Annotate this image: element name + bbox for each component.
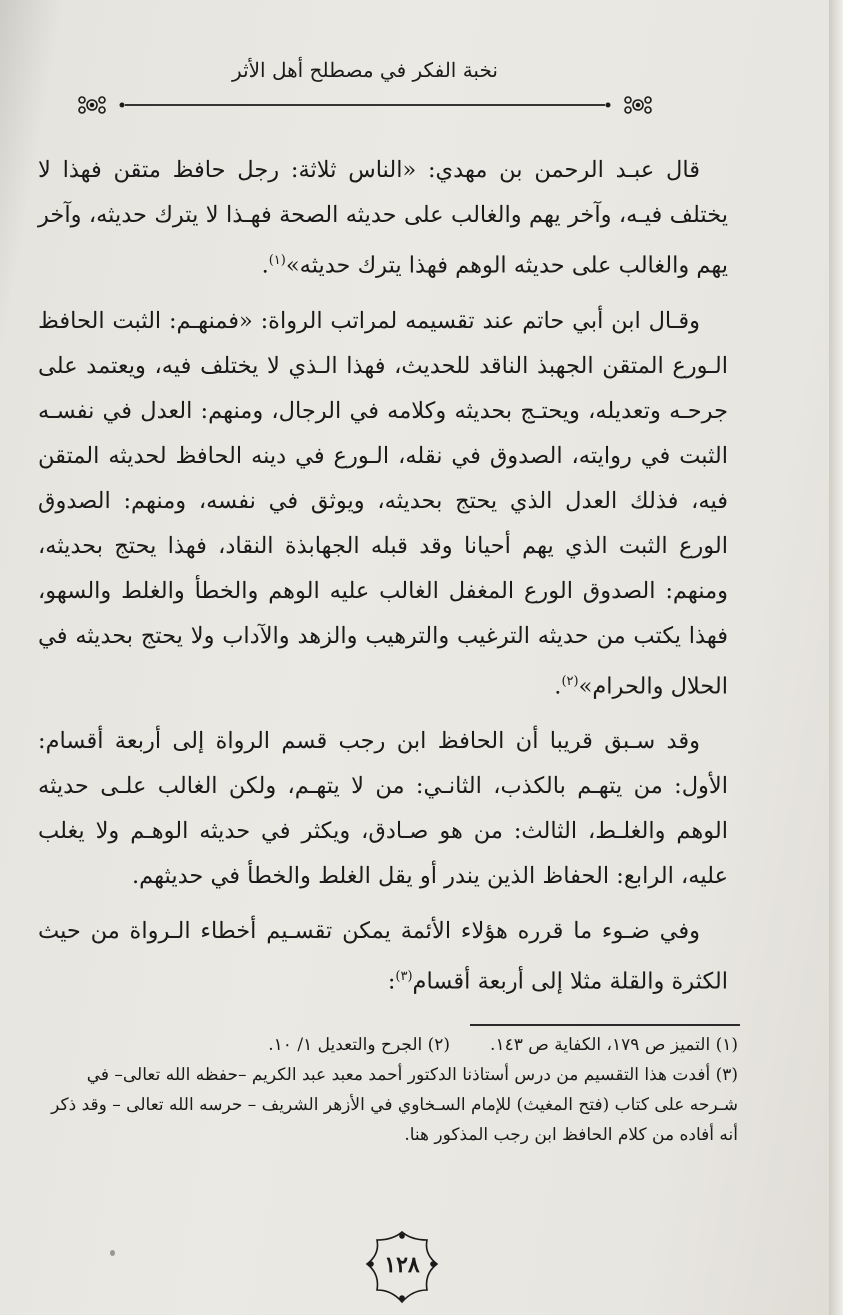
rule-end-dot [606, 103, 611, 108]
paper-speck [110, 1250, 115, 1256]
page-number-frame [357, 1228, 447, 1306]
header-ornament-rule [70, 95, 660, 115]
page-edge [829, 0, 843, 1315]
paragraph: وقـال ابن أبي حاتم عند تقسيمه لمراتب الرواة: «فمنهـم: الثبت الحافظ الـورع المتقن الجهبذ الناقد للحديث، فهذا الـذي لا يختلف فيه، ويعتمد على جرحـه وتعديله، ويحتـج بحديثه وكلامه في الرجال، ومنهم: العدل في نفسـه الثبت في روايته، الصدوق في نقله، الـورع في دينه الحافظ لحديثه المتقن فيه، فذلك العدل الذي يحتج بحديثه، ويوثق في نفسه، ومنهم: الصدوق الورع الثبت الذي يهم أحيانا وقد قبله الجهابذة النقاد، فهذا يحتج بحديثه، ومنهم: الصدوق الورع المغفل الغالب عليه الوهم والخطأ والغلط والسهو، فهذا يكتب من حديثه الترغيب والترهيب والزهد والآداب ولا يحتج بحديثه في الحلال والحرام»$^{(٢)}$. [38, 307, 728, 699]
floral-ornament-icon [79, 97, 105, 113]
footnote-ref[interactable]: (٢) [561, 673, 579, 689]
footnote-ref[interactable]: (١) [268, 253, 286, 268]
footnotes [48, 1030, 738, 1150]
header-title: نخبة الفكر في مصطلح أهل الأثر [232, 58, 498, 82]
main-text [38, 148, 728, 1015]
floral-ornament-icon [625, 97, 651, 113]
page-number: ١٢٨ [384, 1252, 420, 1278]
paragraph: وقد سـبق قريبا أن الحافظ ابن رجب قسم الرواة إلى أربعة أقسام: الأول: من يتهـم بالكذب، الثانـي: من لا يتهـم، ولكن الغالب علـى حديثه الوهم والغلـط، الثالث: من هو صـادق، ويكثر في حديثه الوهـم ولا يغلب عليه، الرابع: الحفاظ الذين يندر أو يقل الغلط والخطأ في حديثهم. [38, 728, 728, 889]
rule-end-dot [120, 103, 125, 108]
footnote-separator [470, 1024, 740, 1026]
footnote-1: (١) التميز ص ١٧٩، الكفاية ص ١٤٣. [490, 1035, 738, 1055]
footnote-2: (٢) الجرح والتعديل ١/ ١٠. [268, 1035, 451, 1055]
footnote-row [48, 1030, 738, 1060]
running-header [70, 58, 660, 118]
paragraph: قال عبـد الرحمن بن مهدي: «الناس ثلاثة: رجل حافظ متقن فهذا لا يختلف فيـه، وآخر يهم والغالب على حديثه الصحة فهـذا لا يترك حديثه، وآخر يهم والغالب على حديثه الوهم فهذا يترك حديثه»$^{(١)}$. [38, 157, 728, 279]
footnote-3: (٣) أفدت هذا التقسيم من درس أستاذنا الدكتور أحمد معبد عبد الكريم –حفظه الله تعالى– في شـرحه على كتاب (فتح المغيث) للإمام السـخاوي في الأزهر الشريف – حرسه الله تعالى – وقد ذكر أنه أفاده من كلام الحافظ ابن رجب المذكور هنا. [51, 1065, 738, 1145]
footnote-ref[interactable]: (٣) [395, 969, 413, 984]
paragraph: وفي ضـوء ما قرره هؤلاء الأئمة يمكن تقسـيم أخطاء الـرواة من حيث الكثرة والقلة مثلا إلى أربعة أقسام$^{(٣)}$: [38, 918, 728, 995]
